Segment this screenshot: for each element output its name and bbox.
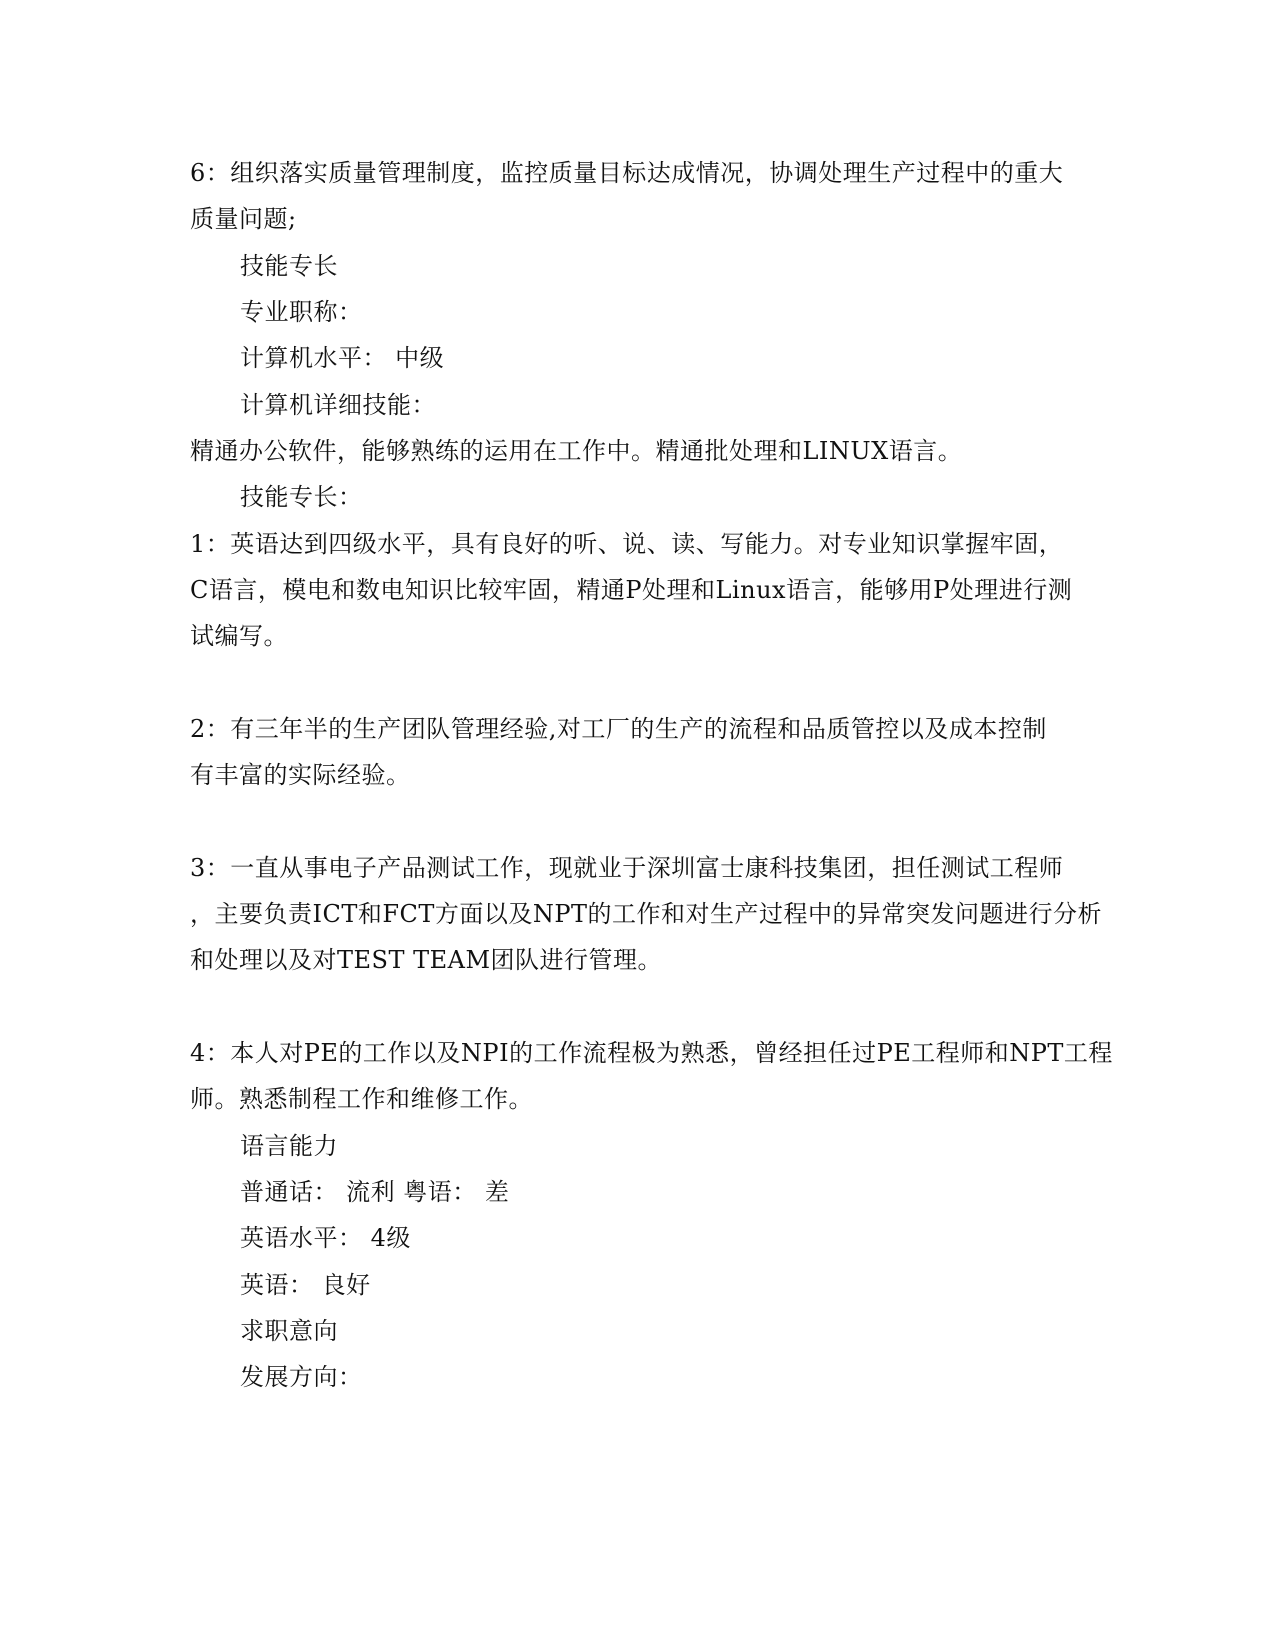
item3-line3: 和处理以及对TEST TEAM团队进行管理。 xyxy=(190,946,663,974)
computer-detail-label: 计算机详细技能： xyxy=(240,391,436,419)
item6-line2: 质量问题; xyxy=(190,205,297,233)
item1-line1: 1：英语达到四级水平，具有良好的听、说、读、写能力。对专业知识掌握牢固， xyxy=(190,530,1064,558)
item1-line2: C语言，模电和数电知识比较牢固，精通P处理和Linux语言，能够用P处理进行测 xyxy=(190,576,1073,604)
title-label: 专业职称： xyxy=(240,298,363,326)
language-heading: 语言能力 xyxy=(240,1132,338,1160)
direction-label: 发展方向： xyxy=(240,1363,363,1391)
item2-line1: 2：有三年半的生产团队管理经验,对工厂的生产的流程和品质管控以及成本控制 xyxy=(190,715,1047,743)
skills-heading: 技能专长 xyxy=(240,252,338,280)
item3-line2: ，主要负责ICT和FCT方面以及NPT的工作和对生产过程中的异常突发问题进行分析 xyxy=(190,900,1103,928)
english-level: 英语水平： 4级 xyxy=(240,1224,411,1252)
item4-line1: 4：本人对PE的工作以及NPI的工作流程极为熟悉，曾经担任过PE工程师和NPT工程 xyxy=(190,1039,1113,1067)
item2-line2: 有丰富的实际经验。 xyxy=(190,761,411,789)
job-heading: 求职意向 xyxy=(240,1317,338,1345)
english: 英语： 良好 xyxy=(240,1271,371,1299)
item6-line1: 6：组织落实质量管理制度，监控质量目标达成情况，协调处理生产过程中的重大 xyxy=(190,159,1064,187)
computer-detail-text: 精通办公软件，能够熟练的运用在工作中。精通批处理和LINUX语言。 xyxy=(190,437,963,465)
item4-line2: 师。熟悉制程工作和维修工作。 xyxy=(190,1085,533,1113)
item1-line3: 试编写。 xyxy=(190,622,288,650)
skills-label: 技能专长： xyxy=(240,483,363,511)
item3-line1: 3：一直从事电子产品测试工作，现就业于深圳富士康科技集团，担任测试工程师 xyxy=(190,854,1064,882)
computer-level: 计算机水平： 中级 xyxy=(240,344,445,372)
mandarin-cantonese: 普通话： 流利 粤语： 差 xyxy=(240,1178,510,1206)
